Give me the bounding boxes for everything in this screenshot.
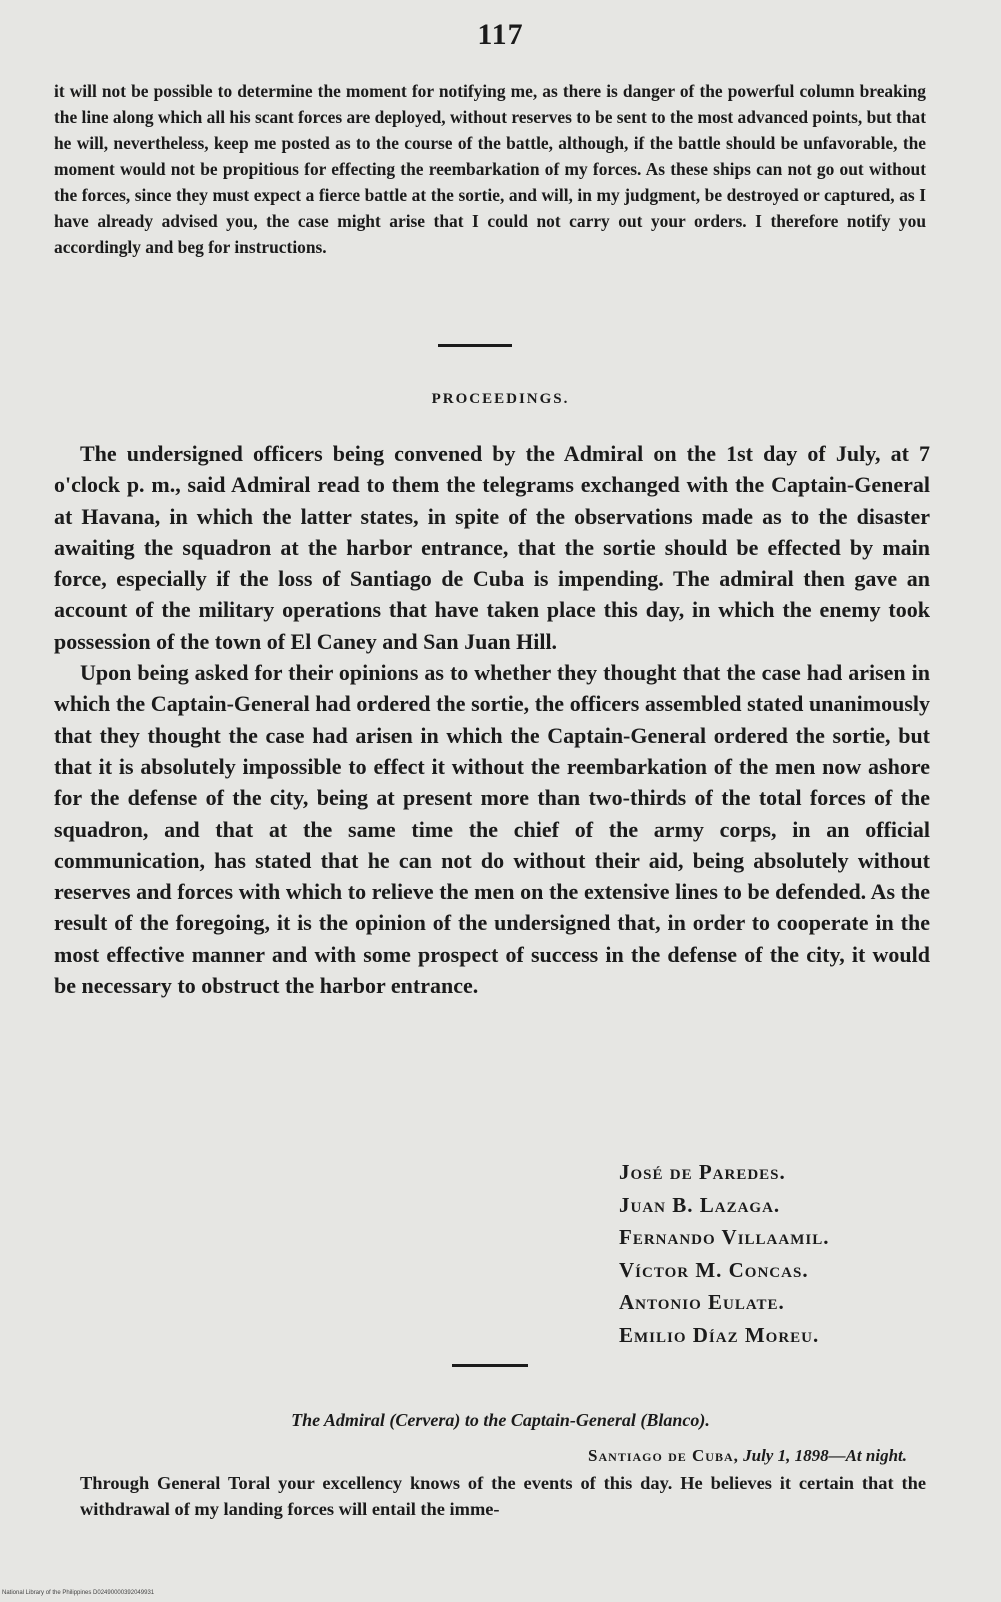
signature-line: Fernando Villaamil. — [619, 1225, 830, 1249]
section-divider — [438, 344, 512, 347]
section-divider — [452, 1364, 528, 1367]
proceedings-paragraph: Upon being asked for their opinions as to whether they thought that the case had arisen in which the Captain-General had ordered the sortie, the officers assembled stated unanimously that they thought the case had arisen in which the Captain-General ordered the sortie, but that it is absolutely impossible to effect it without the reembarkation of the men now ashore for the defense of the city, being at present more than two-thirds of the total forces of the squadron, and that at the same time the chief of the army corps, in an official communication, has stated that he can not do without their aid, being absolutely without reserves and forces with which to relieve the men on the extensive lines to be defended. As the result of the foregoing, it is the opinion of the undersigned that, in order to cooperate in the most effective manner and with some prospect of success in the defense of the city, it would be necessary to obstruct the harbor entrance. — [54, 660, 930, 999]
proceedings-body — [54, 438, 930, 1001]
signature-line: Juan B. Lazaga. — [619, 1192, 781, 1217]
telegram-dateline — [588, 1446, 907, 1466]
signature-line: Emilio Díaz Moreu. — [619, 1322, 820, 1347]
signature-line: José de Paredes. — [619, 1160, 786, 1184]
page-number: 117 — [477, 18, 524, 51]
proceedings-heading: PROCEEDINGS. — [431, 391, 570, 407]
signature-line: Víctor M. Concas. — [619, 1257, 809, 1282]
dateline-date: July 1, 1898—At night. — [743, 1446, 907, 1465]
telegram-title: The Admiral (Cervera) to the Captain-General (Blanco). — [291, 1410, 710, 1430]
signature-block — [619, 1156, 829, 1351]
telegram-text: Through General Toral your excellency knows of the events of this day. He believes it certain that the withdrawal of my landing forces will entail the imme- — [80, 1473, 926, 1519]
continued-paragraph: it will not be possible to determine the moment for notifying me, as there is danger of the powerful column breaking the line along which all his scant forces are deployed, without reserves to be sent to the most advanced points, but that he will, nevertheless, keep me posted as to the course of the battle, although, if the battle should be unfavorable, the moment would not be propitious for effecting the reembarkation of my forces. As these ships can not go out without the forces, since they must expect a fierce battle at the sortie, and will, in my judgment, be destroyed or captured, as I have already advised you, the case might arise that I could not carry out your orders. I therefore notify you accordingly and beg for instructions. — [54, 81, 926, 257]
library-footer: National Library of the Philippines D02490000392049931 — [2, 1590, 155, 1596]
signature-line: Antonio Eulate. — [619, 1290, 785, 1314]
dateline-place: Santiago de Cuba, — [588, 1446, 739, 1465]
proceedings-paragraph: The undersigned officers being convened by the Admiral on the 1st day of July, at 7 o'clock p. m., said Admiral read to them the telegrams exchanged with the Captain-General at Havana, in which the latter states, in spite of the observations made as to the disaster awaiting the squadron at the harbor entrance, that the sortie should be effected by main force, especially if the loss of Santiago de Cuba is impending. The admiral then gave an account of the military operations that have taken place this day, in which the enemy took possession of the town of El Caney and San Juan Hill. — [54, 441, 930, 654]
